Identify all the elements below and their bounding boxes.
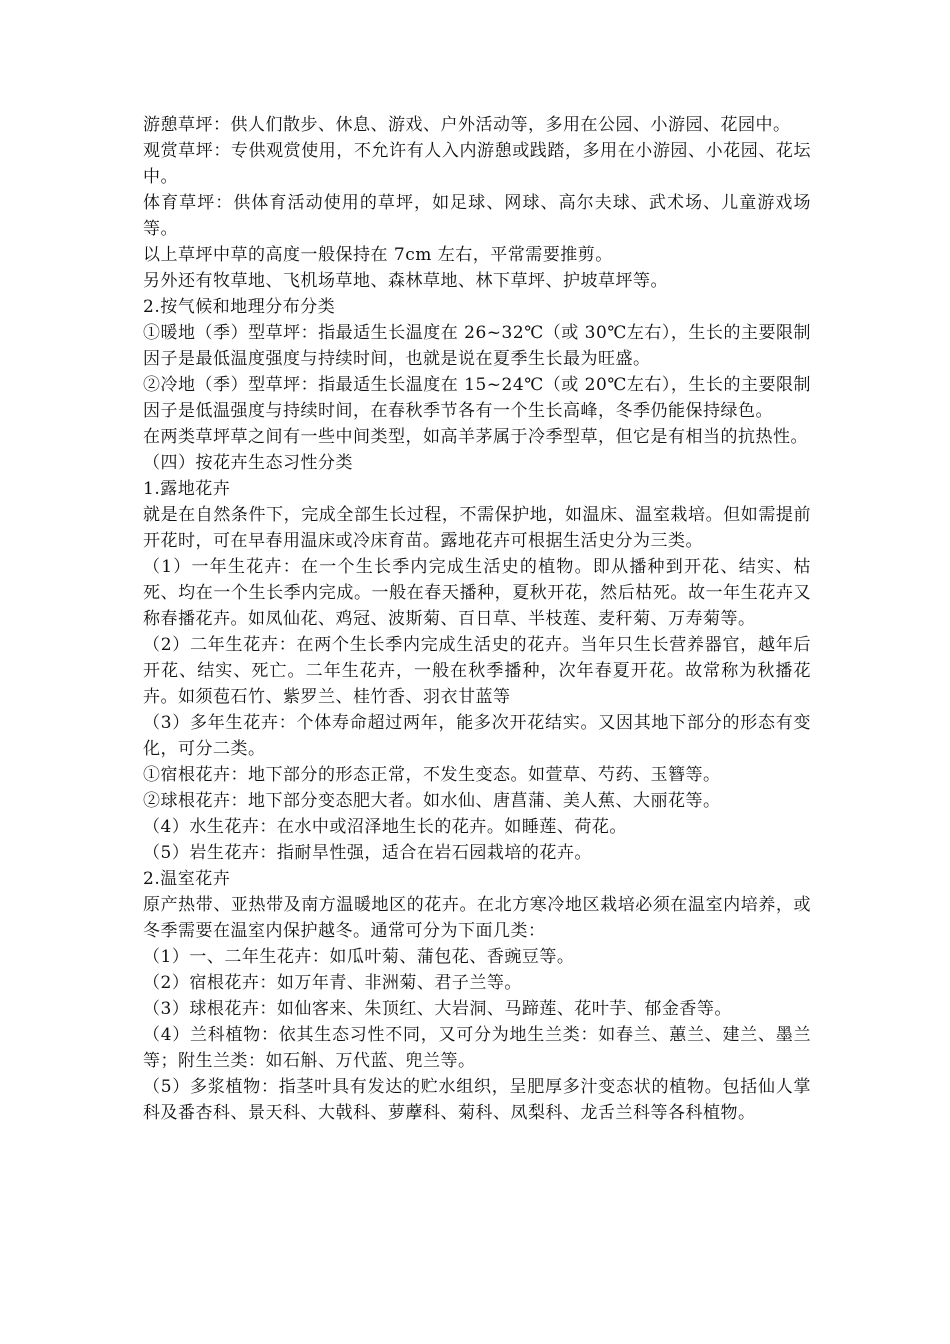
paragraph-open-field-definition: 就是在自然条件下，完成全部生长过程，不需保护地，如温床、温室栽培。但如需提前开花时，可在早春用温床或冷床育苗。露地花卉可根据生活史分为三类。 bbox=[143, 505, 811, 551]
heading-open-field-flowers: 1.露地花卉 bbox=[143, 479, 231, 499]
paragraph-rock-flowers: （5）岩生花卉：指耐旱性强，适合在岩石园栽培的花卉。 bbox=[143, 843, 592, 863]
paragraph-perennial-root-flowers: ①宿根花卉：地下部分的形态正常，不发生变态。如萱草、芍药、玉簪等。 bbox=[143, 765, 721, 785]
paragraph-bulb-flowers: ②球根花卉：地下部分变态肥大者。如水仙、唐菖蒲、美人蕉、大丽花等。 bbox=[143, 791, 721, 811]
heading-ecological-habits: （四）按花卉生态习性分类 bbox=[143, 453, 353, 473]
document-body bbox=[143, 112, 811, 1126]
paragraph-greenhouse-annuals: （1）一、二年生花卉：如瓜叶菊、蒲包花、香豌豆等。 bbox=[143, 947, 575, 967]
paragraph-cool-season-lawn: ②冷地（季）型草坪：指最适生长温度在 15~24℃（或 20℃左右），生长的主要限制因子是低温强度与持续时间，在春秋季节各有一个生长高峰，冬季仍能保持绿色。 bbox=[143, 375, 811, 421]
heading-greenhouse-flowers: 2.温室花卉 bbox=[143, 869, 231, 889]
paragraph-warm-season-lawn: ①暖地（季）型草坪：指最适生长温度在 26~32℃（或 30℃左右），生长的主要限制因子是最低温度强度与持续时间，也就是说在夏季生长最为旺盛。 bbox=[143, 323, 811, 369]
paragraph-sports-lawn: 体育草坪：供体育活动使用的草坪，如足球、网球、高尔夫球、武术场、儿童游戏场等。 bbox=[143, 193, 811, 239]
paragraph-perennial-flowers: （3）多年生花卉：个体寿命超过两年，能多次开花结实。又因其地下部分的形态有变化，可分二类。 bbox=[143, 713, 811, 759]
paragraph-greenhouse-perennials: （2）宿根花卉：如万年青、非洲菊、君子兰等。 bbox=[143, 973, 522, 993]
paragraph-ornamental-lawn: 观赏草坪：专供观赏使用，不允许有人入内游憩或践踏，多用在小游园、小花园、花坛中。 bbox=[143, 141, 811, 187]
paragraph-other-grasslands: 另外还有牧草地、飞机场草地、森林草地、林下草坪、护坡草坪等。 bbox=[143, 271, 668, 291]
paragraph-greenhouse-definition: 原产热带、亚热带及南方温暖地区的花卉。在北方寒冷地区栽培必须在温室内培养，或冬季需要在温室内保护越冬。通常可分为下面几类： bbox=[143, 895, 811, 941]
paragraph-orchids: （4）兰科植物：依其生态习性不同，又可分为地生兰类：如春兰、蕙兰、建兰、墨兰等；附生兰类：如石斛、万代蓝、兜兰等。 bbox=[143, 1025, 811, 1071]
paragraph-succulents: （5）多浆植物：指茎叶具有发达的贮水组织，呈肥厚多汁变态状的植物。包括仙人掌科及番杏科、景天科、大戟科、萝藦科、菊科、凤梨科、龙舌兰科等各科植物。 bbox=[143, 1077, 811, 1123]
paragraph-recreation-lawn: 游憩草坪：供人们散步、休息、游戏、户外活动等，多用在公园、小游园、花园中。 bbox=[143, 115, 791, 135]
paragraph-annual-flowers: （1）一年生花卉：在一个生长季内完成生活史的植物。即从播种到开花、结实、枯死、均在一个生长季内完成。一般在春天播种，夏秋开花，然后枯死。故一年生花卉又称春播花卉。如凤仙花、鸡冠、波斯菊、百日草、半枝莲、麦秆菊、万寿菊等。 bbox=[143, 557, 811, 629]
paragraph-aquatic-flowers: （4）水生花卉：在水中或沼泽地生长的花卉。如睡莲、荷花。 bbox=[143, 817, 627, 837]
paragraph-grass-height: 以上草坪中草的高度一般保持在 7cm 左右，平常需要推剪。 bbox=[143, 245, 613, 265]
paragraph-greenhouse-bulbs: （3）球根花卉：如仙客来、朱顶红、大岩洞、马蹄莲、花叶芋、郁金香等。 bbox=[143, 999, 732, 1019]
heading-climate-classification: 2.按气候和地理分布分类 bbox=[143, 297, 336, 317]
paragraph-biennial-flowers: （2）二年生花卉：在两个生长季内完成生活史的花卉。当年只生长营养器官，越年后开花、结实、死亡。二年生花卉，一般在秋季播种，次年春夏开花。故常称为秋播花卉。如须苞石竹、紫罗兰、桂竹香、羽衣甘蓝等 bbox=[143, 635, 811, 707]
paragraph-intermediate-types: 在两类草坪草之间有一些中间类型，如高羊茅属于冷季型草，但它是有相当的抗热性。 bbox=[143, 427, 808, 447]
